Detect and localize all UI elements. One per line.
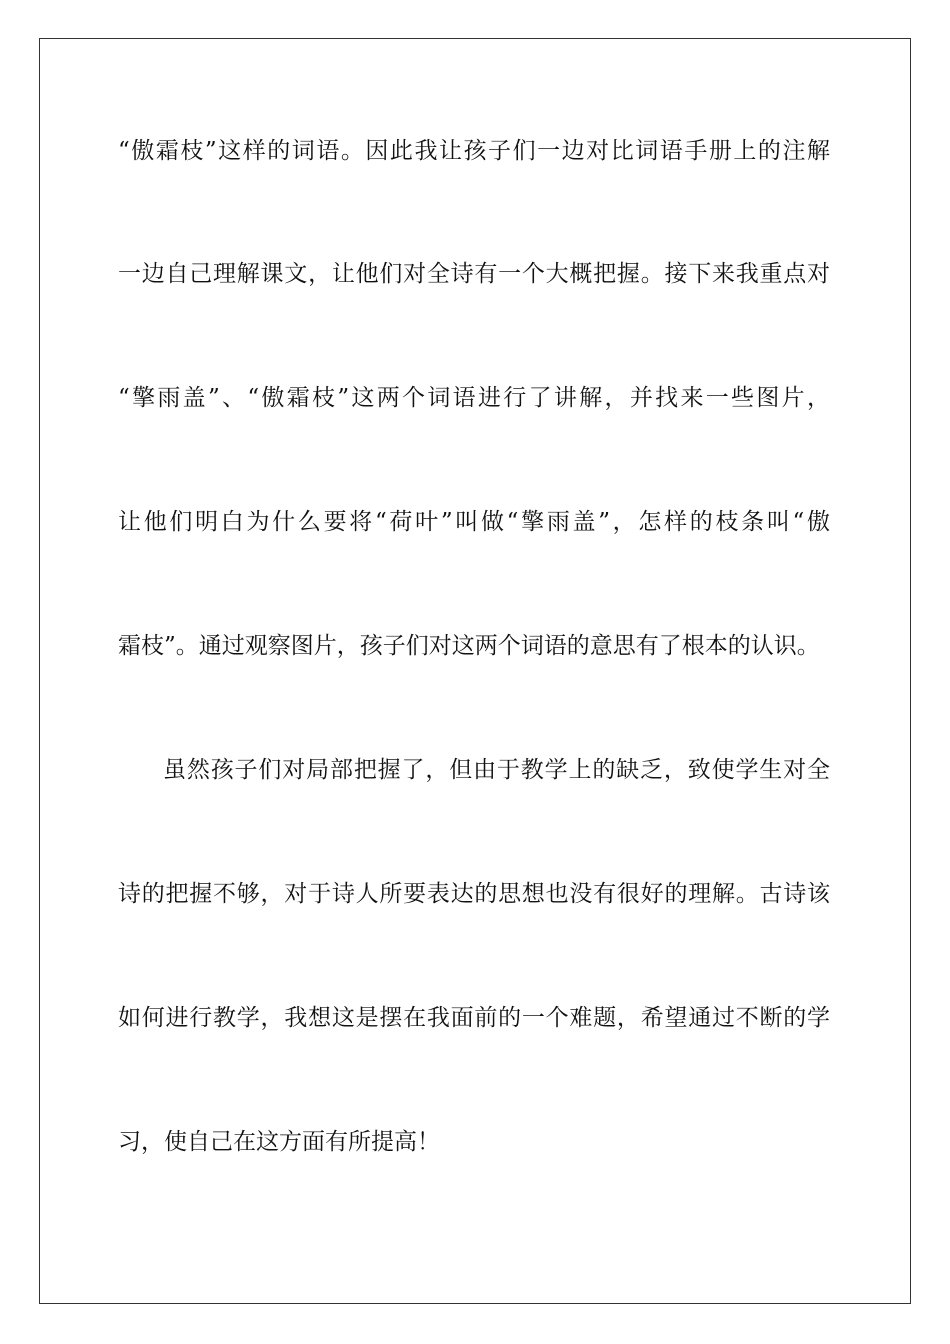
text-line-9: 习，使自己在这方面有所提高！: [118, 1129, 440, 1155]
text-line-7: 诗的把握不够，对于诗人所要表达的思想也没有很好的理解。古诗该: [118, 881, 830, 907]
page-border: [39, 38, 911, 1304]
text-line-6: 虽然孩子们对局部把握了，但由于教学上的缺乏，致使学生对全: [163, 757, 830, 783]
text-line-2: 一边自己理解课文，让他们对全诗有一个大概把握。接下来我重点对: [118, 261, 830, 287]
text-line-8: 如何进行教学，我想这是摆在我面前的一个难题，希望通过不断的学: [118, 1005, 830, 1031]
text-line-5: 霜枝”。通过观察图片，孩子们对这两个词语的意思有了根本的认识。: [118, 633, 820, 659]
text-line-3: “擎雨盖”、“傲霜枝”这两个词语进行了讲解，并找来一些图片，: [118, 385, 830, 411]
text-line-4: 让他们明白为什么要将“荷叶”叫做“擎雨盖”，怎样的枝条叫“傲: [118, 509, 830, 535]
text-line-1: “傲霜枝”这样的词语。因此我让孩子们一边对比词语手册上的注解: [118, 138, 830, 164]
